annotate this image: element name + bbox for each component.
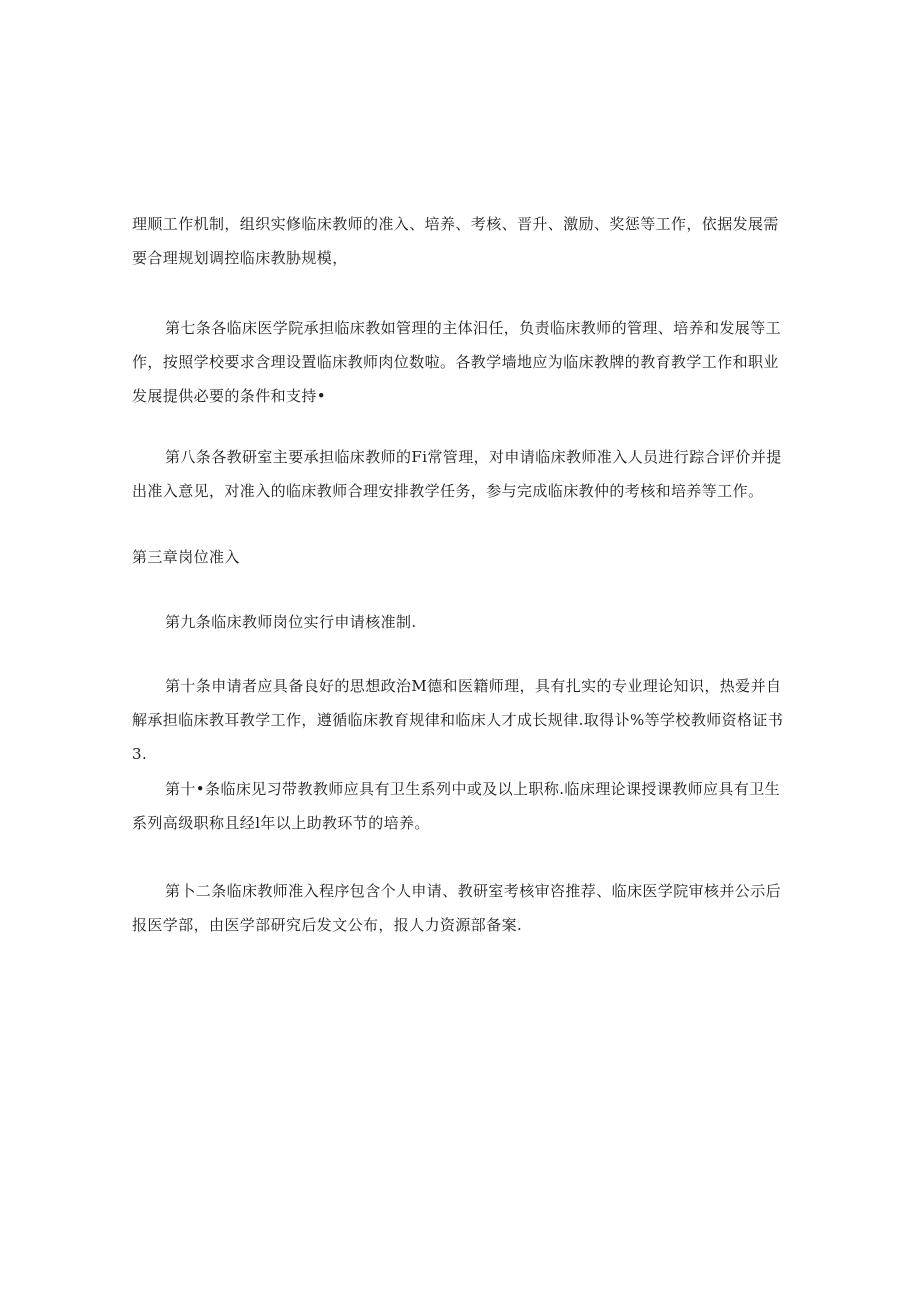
chapter-heading: 第三章岗位准入 — [132, 548, 240, 566]
paragraph-article-11: 第十•条临床见习带教教师应具有卫生系列中或及以上职称.临床理论课授课教师应具有卫生系列高级职称且经l年以上助教环节的培养。 — [132, 780, 781, 832]
paragraph-article-10: 第十条申请者应具备良好的思想政治M德和医籍师理，具有扎实的专业理论知识，热爱并自解承担临床教耳教学工作，遵循临床教育规律和临床人才成长规律.取得讣%等学校教师资格证书3. — [132, 677, 784, 763]
paragraph-article-12: 第卜二条临床教师准入程序包含个人申请、教研室考核审咨推荐、临床医学院审核并公示后报医学部，由医学部研究后发文公布，报人力资源部备案. — [132, 882, 782, 934]
paragraph-article-8: 第八条各教研室主要承担临床教师的Fi常管理，对申请临床教师准入人员进行踪合评价并提出准入意见，对准入的临床教师合理安排教学任务，参与完成临床教仲的考核和培养等工作。 — [132, 448, 782, 500]
paragraph-article-9: 第九条临床教师岗位实行申请核准制. — [165, 613, 417, 631]
paragraph-article-7: 第七条各临床医学院承担临床教如管理的主体汨任，负责临床教师的管理、培养和发展等工作，按照学校要求含理设置临床教师肉位数啦。各教学墙地应为临床教牌的教育教学工作和职业发展提供必要的条件和支持• — [132, 319, 782, 405]
paragraph-work-mechanism: 理顺工作机制，组织实修临床教师的准入、培养、考核、晋升、激励、奖惩等工作，依据发展需要合理规划调控临床教胁规模， — [132, 215, 779, 267]
